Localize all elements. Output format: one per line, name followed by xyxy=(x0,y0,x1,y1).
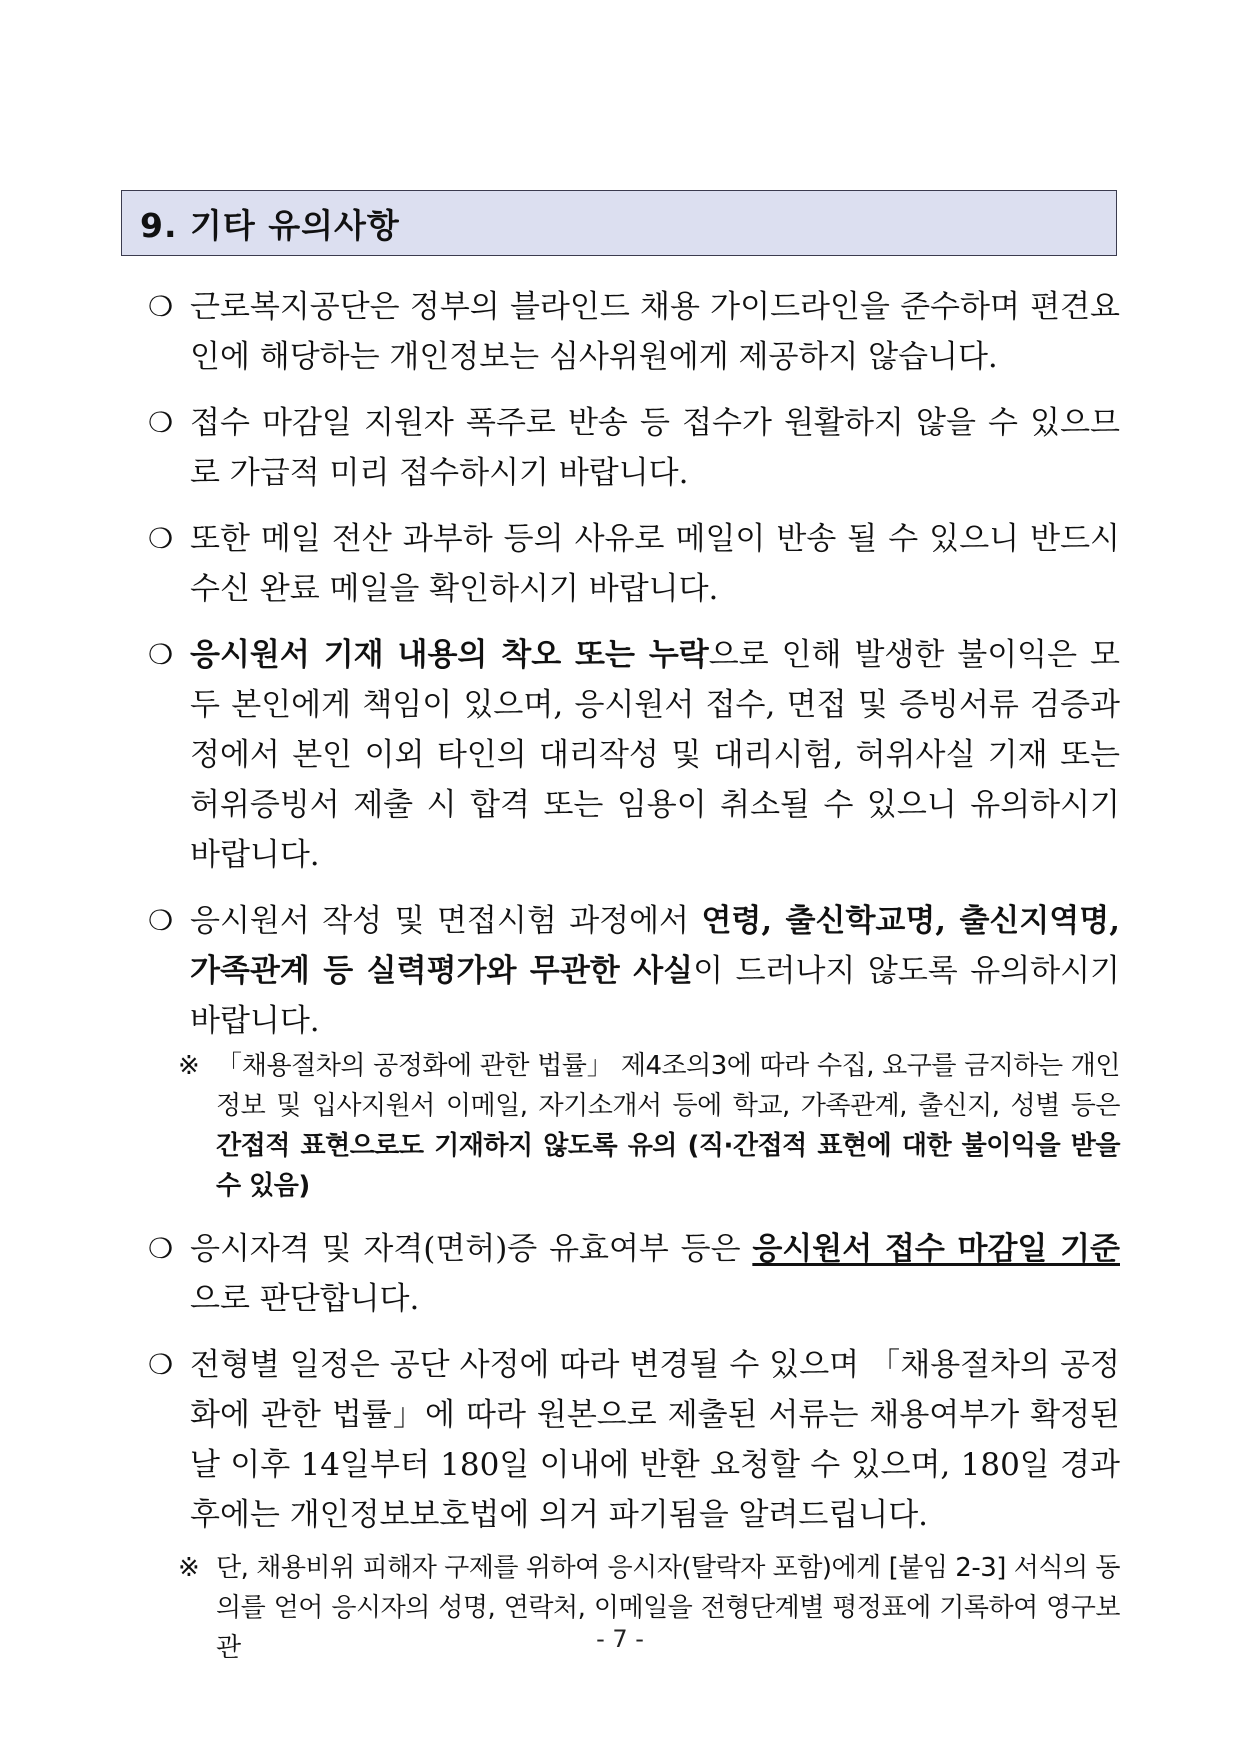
bullet-circle-icon: ❍ xyxy=(148,406,174,439)
page-number: - 7 - xyxy=(596,1625,644,1653)
note-text: 단, 채용비위 피해자 구제를 위하여 응시자(탈락자 포함)에게 [붙임 2-3] 서식의 동의를 얻어 응시자의 성명, 연락처, 이메일을 전형단계별 평정표에 기록하여 영구보관 xyxy=(216,1553,1120,1663)
item-text: 전형별 일정은 공단 사정에 따라 변경될 수 있으며 「채용절차의 공정화에 관한 법률」에 따라 원본으로 제출된 서류는 채용여부가 확정된 날 이후 14일부터 180일 이내에 반환 요청할 수 있으며, 180일 경과 후에는 개인정보보호법에 의거 파기됨을 알려드립니다. xyxy=(190,1347,1120,1533)
bullet-circle-icon: ❍ xyxy=(148,904,174,937)
bullet-circle-icon: ❍ xyxy=(148,1232,174,1265)
item-text: 접수 마감일 지원자 폭주로 반송 등 접수가 원활하지 않을 수 있으므로 가급적 미리 접수하시기 바랍니다. xyxy=(190,405,1120,491)
list-item xyxy=(148,282,1120,382)
item-text: 응시원서 작성 및 면접시험 과정에서 xyxy=(190,903,702,939)
bullet-circle-icon: ❍ xyxy=(148,522,174,555)
item-text: 근로복지공단은 정부의 블라인드 채용 가이드라인을 준수하며 편견요인에 해당하는 개인정보는 심사위원에게 제공하지 않습니다. xyxy=(190,289,1120,375)
note-text: 「채용절차의 공정화에 관한 법률」 제4조의3에 따라 수집, 요구를 금지하는 개인정보 및 입사지원서 이메일, 자기소개서 등에 학교, 가족관계, 출신지, 성별 등은 xyxy=(216,1051,1120,1121)
reference-mark-icon: ※ xyxy=(178,1051,200,1081)
item-bold-text: 연령, 출신학교명, 출신지역명, 가족관계 등 실력평가와 무관한 사실 xyxy=(190,903,1120,989)
item-text: 으로 판단합니다. xyxy=(190,1281,420,1317)
list-item xyxy=(148,514,1120,614)
item-text: 응시자격 및 자격(면허)증 유효여부 등은 xyxy=(190,1231,753,1267)
list-item xyxy=(148,398,1120,498)
list-item xyxy=(148,1224,1120,1324)
list-item xyxy=(148,1340,1120,1540)
notice-list xyxy=(148,282,1120,1668)
item-text: 으로 인해 발생한 불이익은 모두 본인에게 책임이 있으며, 응시원서 접수, 면접 및 증빙서류 검증과정에서 본인 이외 타인의 대리작성 및 대리시험, 허위사실 기재 또는 허위증빙서 제출 시 합격 또는 임용이 취소될 수 있으니 유의하시기 바랍니다. xyxy=(190,637,1120,873)
section-heading: 9. 기타 유의사항 xyxy=(140,205,400,245)
item-text: 이 드러나지 않도록 유의하시기 바랍니다. xyxy=(190,953,1121,1039)
bullet-circle-icon: ❍ xyxy=(148,638,174,671)
footnote xyxy=(178,1046,1120,1206)
reference-mark-icon: ※ xyxy=(178,1553,200,1583)
item-underlined-text: 응시원서 접수 마감일 기준 xyxy=(752,1231,1120,1267)
section-heading-box xyxy=(121,190,1117,256)
note-bold-text: 간접적 표현으로도 기재하지 않도록 유의 (직·간접적 표현에 대한 불이익을 받을 수 있음) xyxy=(216,1131,1120,1201)
list-item xyxy=(148,896,1120,1046)
item-text: 또한 메일 전산 과부하 등의 사유로 메일이 반송 될 수 있으니 반드시 수신 완료 메일을 확인하시기 바랍니다. xyxy=(190,521,1120,607)
list-item xyxy=(148,630,1120,880)
bullet-circle-icon: ❍ xyxy=(148,1348,174,1381)
bullet-circle-icon: ❍ xyxy=(148,290,174,323)
item-bold-text: 응시원서 기재 내용의 착오 또는 누락 xyxy=(190,637,709,673)
